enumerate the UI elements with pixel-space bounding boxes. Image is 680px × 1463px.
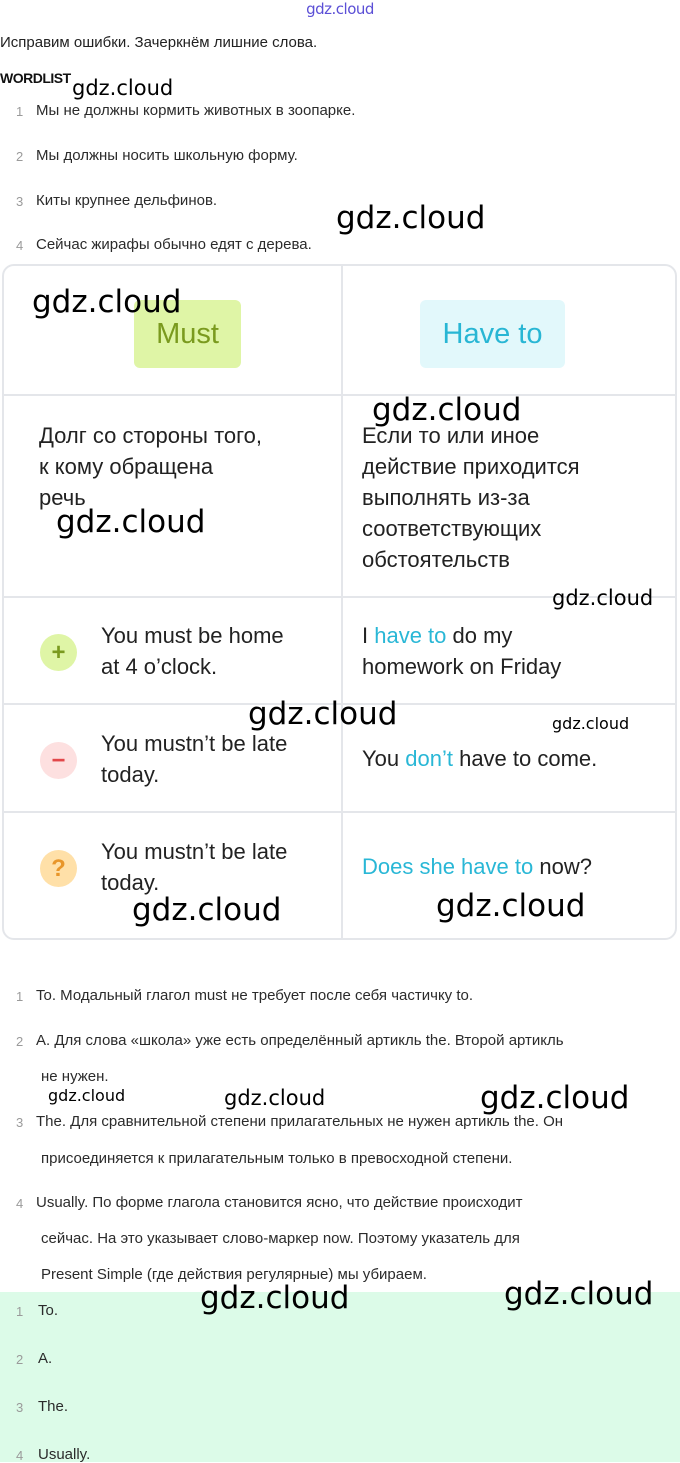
answer-item: Usually. [38,1446,91,1463]
explanation-line: сейчас. На это указывает слово-маркер now. Поэтому указатель для [41,1230,520,1247]
answer-item: A. [38,1350,53,1367]
watermark: gdz.cloud [336,200,486,236]
have-to-description: Если то или иное действие приходится выполнять из-за соответствующих обстоятельств [362,423,580,572]
task-instruction: Исправим ошибки. Зачеркнём лишние слова. [0,34,318,51]
watermark: gdz.cloud [72,76,174,100]
explanation-line: A. Для слова «школа» уже есть определённый артикль the. Второй артикль [36,1032,564,1049]
explanation-line: присоединяется к прилагательным только в превосходной степени. [41,1150,513,1167]
answers-panel [0,1292,680,1462]
plus-icon: + [40,634,77,671]
watermark: gdz.cloud [224,1086,326,1110]
list-item: Киты крупнее дельфинов. [36,192,218,209]
have-to-header-chip: Have to [420,300,565,368]
answer-item: To. [38,1302,59,1319]
explanation-line: не нужен. [41,1068,109,1085]
explanation-number: 1 [16,989,24,1004]
answer-number: 1 [16,1304,24,1319]
row-divider [4,394,675,396]
watermark: gdz.cloud [200,1280,350,1316]
site-header[interactable]: gdz.cloud [306,0,374,18]
list-item-number: 4 [16,238,24,253]
watermark: gdz.cloud [480,1080,630,1116]
list-item: Сейчас жирафы обычно едят с дерева. [36,236,312,253]
minus-icon: − [40,742,77,779]
watermark: gdz.cloud [552,714,630,733]
watermark: gdz.cloud [436,888,586,924]
must-header-chip: Must [134,300,241,368]
wordlist-title: WORDLIST [0,70,71,86]
watermark: gdz.cloud [56,504,206,540]
list-item-number: 2 [16,149,24,164]
must-negative-example: You mustn’t be late today. [101,731,288,787]
list-item: Мы не должны кормить животных в зоопарке. [36,102,356,119]
explanation-number: 4 [16,1196,24,1211]
have-to-negative-example: You don’t have to come. [362,746,598,771]
watermark: gdz.cloud [248,696,398,732]
must-question-example: You mustn’t be late today. [101,839,288,895]
watermark: gdz.cloud [372,392,522,428]
question-icon: ? [40,850,77,887]
must-description: Долг со стороны того, к кому обращена речь [39,423,263,510]
have-to-question-example: Does she have to now? [362,854,592,879]
watermark: gdz.cloud [504,1276,654,1312]
explanation-number: 2 [16,1034,24,1049]
have-to-affirmative-example: I have to do my homework on Friday [362,623,562,679]
watermark: gdz.cloud [552,586,654,610]
explanation-line: The. Для сравнительной степени прилагательных не нужен артикль the. Он [36,1113,564,1130]
answer-number: 4 [16,1448,24,1463]
list-item-number: 1 [16,104,24,119]
column-divider [341,266,343,938]
answer-number: 3 [16,1400,24,1415]
must-affirmative-example: You must be home at 4 o’clock. [101,623,284,679]
explanation-line: Present Simple (где действия регулярные) мы убираем. [41,1266,427,1283]
list-item: Мы должны носить школьную форму. [36,147,298,164]
row-divider [4,811,675,813]
explanation-line: To. Модальный глагол must не требует после себя частичку to. [36,987,474,1004]
watermark: gdz.cloud [32,284,182,320]
watermark: gdz.cloud [48,1086,126,1105]
explanation-line: Usually. По форме глагола становится ясно, что действие происходит [36,1194,523,1211]
explanation-number: 3 [16,1115,24,1130]
list-item-number: 3 [16,194,24,209]
answer-number: 2 [16,1352,24,1367]
answer-item: The. [38,1398,69,1415]
watermark: gdz.cloud [132,892,282,928]
